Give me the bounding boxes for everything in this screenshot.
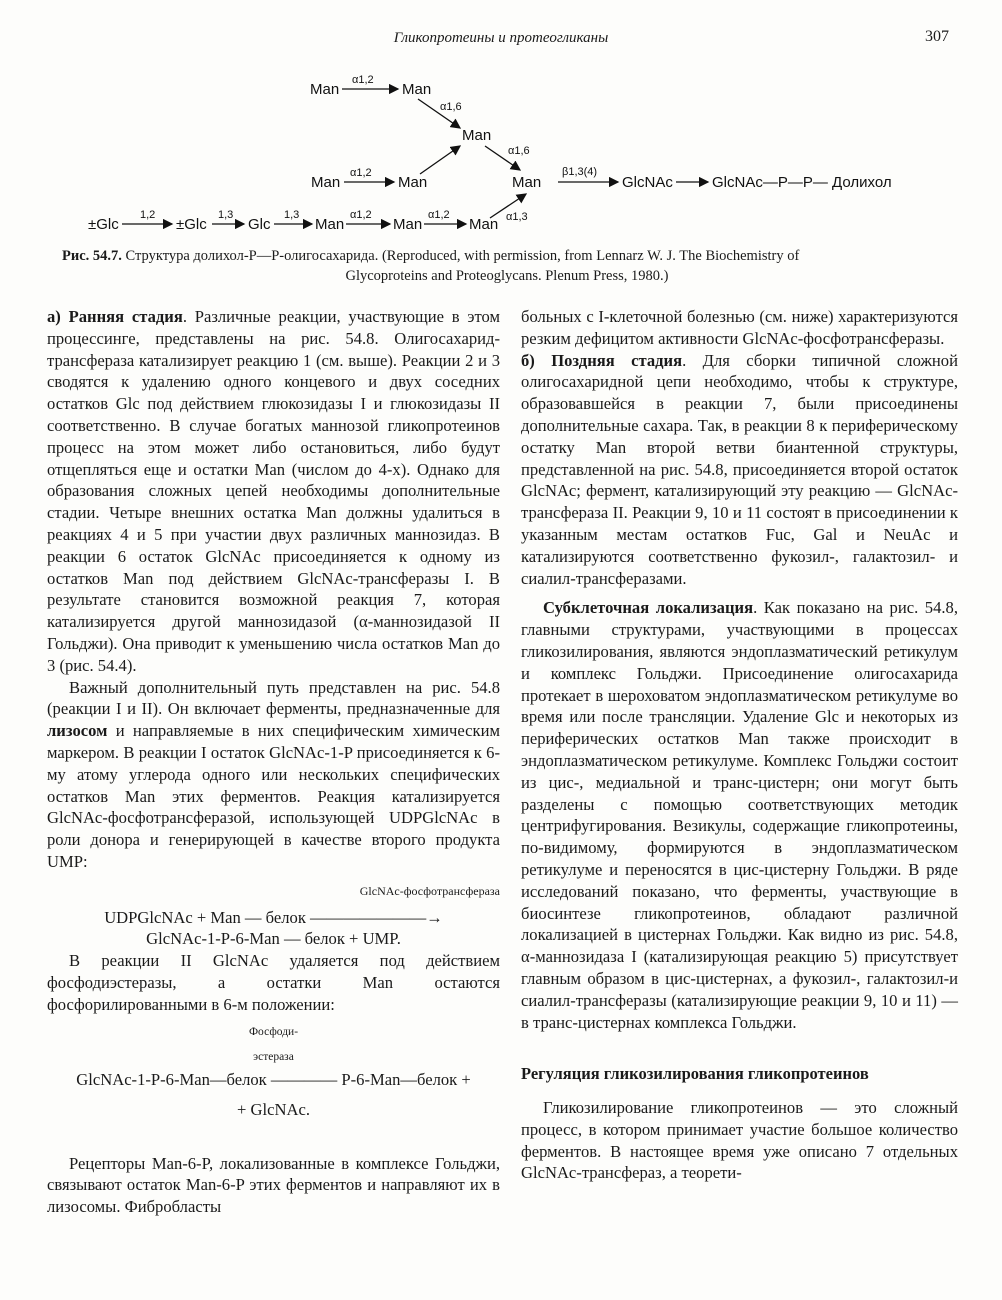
section-title-early: а) Ранняя стадия: [47, 307, 183, 326]
bond-label: α1,2: [350, 209, 372, 221]
equation-line: GlcNAc-1-P-6-Man — белок + UMP.: [146, 929, 401, 949]
bond-label: α1,2: [352, 74, 374, 86]
bond-label: α1,2: [350, 167, 372, 179]
man-node: Man: [398, 174, 428, 191]
right-column: [521, 306, 958, 1184]
section-heading: Регуляция гликозилирования гликопротеинов: [521, 1064, 869, 1084]
glc-node: ±Glc: [88, 216, 119, 233]
page-number: 307: [925, 28, 949, 45]
bond-label: α1,2: [428, 209, 450, 221]
paragraph: Рецепторы Man-6-P, локализованные в комплексе Гольджи, связывают остаток Man-6-P этих ферментов и направляют их в лизосомы. Фибробласты: [47, 1153, 500, 1217]
paragraph: Субклеточная локализация. Как показано на рис. 54.8, главными структурами, участвующими в процессах гликозилирования, являются эндоплазматический ретикулум и комплекс Гольджи. Присоединение олигосахарида протекает в шероховатом эндоплазматическом ретикулуме во время или после трансляции. Удаление Glc и некоторых из периферических остатков Man также происходит в эндоплазматическом ретикулуме. Комплекс Гольджи состоит из цис-, медиальной и транс-цистерн; они могут быть разделены с помощью соответствующих методик центрифугирования. Везикулы, содержащие гликопротеины, по-видимому, формируются в эндоплазматическом ретикулуме и переносятся в цис-цистерну Гольджи. В ряде исследований показано, что ферменты, участвующие в биосинтезе гликопротеинов, обладают различной локализацией в цистернах Гольджи. Как видно из рис. 54.8, α-маннозидаза I (катализирующая реакцию 5) присутствует главным образом в цис-цистернах, а фукозил-, галактозил-и сиалил-трансферазы (катализирующие реакции 9, 10 и 11) — в транс-цистернах комплекса Гольджи.: [521, 598, 958, 1032]
figure-caption: [62, 246, 952, 286]
paragraph: а) Ранняя стадия. Различные реакции, участвующие в этом процессинге, представлены на рис. 54.8. Олигосахарид-трансфераза катализирует реакцию 1 (см. выше). Реакции 2 и 3 сводятся к удалению одного концевого и двух соседних остатков Glc под действием глюкозидазы I и глюкозидазы II соответственно. В случае богатых маннозой гликопротеинов процесс на этом может либо остановиться, либо будут отщепляться еще и остатки Man (числом до 4-х). Однако для образования сложных цепей необходимы дополнительные стадии. Четыре внешних остатка Man должны удалиться в реакциях 4 и 5 при участии двух различных маннозидаз. В реакции 6 остаток GlcNAc присоединяется к одному из остатков Man под действием GlcNAc-трансферазы I. В результате становится возможной реакция 7, которая катализируется другой маннозидазой (α-маннозидазой II Гольджи). Она приводит к уменьшению числа остатков Man до 3 (рис. 54.4).: [47, 307, 500, 675]
glc-node: Glc: [248, 216, 271, 233]
caption-line1: Структура долихол-Р—Р-олигосахарида. (Reproduced, with permission, from Lennarz W. J. The Biochemistry of: [125, 248, 800, 264]
bond-label: α1,6: [508, 145, 530, 157]
enzyme-label: Фосфоди-: [248, 1025, 299, 1038]
section-title-late: б) Поздняя стадия: [521, 350, 683, 370]
enzyme-label: GlcNAc-фосфотрансфераза: [359, 883, 500, 898]
running-title: Гликопротеины и протеогликаны: [393, 30, 609, 46]
bond-label: 1,3: [284, 209, 300, 221]
man-node: Man: [402, 81, 432, 98]
paragraph: Важный дополнительный путь представлен на рис. 54.8 (реакции I и II). Он включает ферменты, предназначенные для лизосом и направляемые в них специфическим химическим маркером. В реакции I остаток GlcNAc-1-P присоединяется к 6-му атому углерода одного или нескольких специфических остатков Man этих ферментов. Реакция катализируется GlcNAc-фосфотрансферазой, использующей UDPGlcNAc в роли донора и генерирующей в качестве второго продукта UMP:: [47, 677, 500, 871]
enzyme-label: эстераза: [253, 1051, 294, 1064]
man-node: Man: [315, 216, 345, 233]
man-node: Man: [310, 81, 340, 98]
caption-line2: Glycoproteins and Proteoglycans. Plenum Press, 1980.): [345, 268, 669, 284]
man-node: Man: [512, 174, 542, 191]
paragraph: В реакции II GlcNAc удаляется под действием фосфодиэстеразы, а остатки Man остаются фосфорилированными в 6-м положении:: [47, 951, 500, 1014]
bond-label: β1,3(4): [562, 166, 598, 178]
equation-line: UDPGlcNAc + Man — белок ———————→: [104, 907, 443, 927]
paragraph: больных с I-клеточной болезнью (см. ниже) характеризуются резким дефицитом активности GlcNAc-фосфотрансферазы.: [521, 307, 958, 348]
bond-label: α1,6: [440, 101, 462, 113]
equation-line: GlcNAc-1-P-6-Man—белок ———— P-6-Man—белок +: [76, 1070, 471, 1090]
man-node: Man: [469, 216, 499, 233]
glcnac-node: GlcNAc: [622, 174, 673, 191]
equation-line: + GlcNAc.: [237, 1099, 310, 1119]
caption-label: Рис. 54.7.: [62, 248, 122, 264]
bond-label: α1,3: [506, 211, 528, 223]
left-column: [47, 306, 500, 1218]
section-title-localization: Субклеточная локализация: [543, 598, 754, 618]
man-node: Man: [462, 127, 492, 144]
man-node: Man: [311, 174, 341, 191]
glc-node: ±Glc: [176, 216, 207, 233]
bond-label: 1,3: [218, 209, 234, 221]
paragraph: б) Поздняя стадия. Для сборки типичной сложной олигосахаридной цепи необходимо, чтобы к структуре, образовавшейся в реакции 7, были присоединены дополнительные сахара. Так, в реакции 8 к периферическому остатку Man второй ветви биантенной структуры, представленной на рис. 54.8, присоединяется второй остаток GlcNAc; фермент, катализирующий эту реакцию — GlcNAc-трансфераза II. Реакции 9, 10 и 11 состоят в присоединении к указанным местам остатков Fuc, Gal и NeuAc и катализируются соответственно фукозил-, галактозил- и сиалил-трансферазами.: [521, 350, 958, 588]
man-node: Man: [393, 216, 423, 233]
oligosaccharide-diagram: [0, 66, 1002, 246]
paragraph: Гликозилирование гликопротеинов — это сложный процесс, в котором принимает участие большое количество ферментов. В настоящее время уже описано 7 отдельных GlcNAc-трансфераз, а теорети-: [521, 1098, 958, 1183]
glcnac-pp-dolichol: GlcNAc—P—P— Долихол: [712, 174, 892, 191]
bond-label: 1,2: [140, 209, 156, 221]
